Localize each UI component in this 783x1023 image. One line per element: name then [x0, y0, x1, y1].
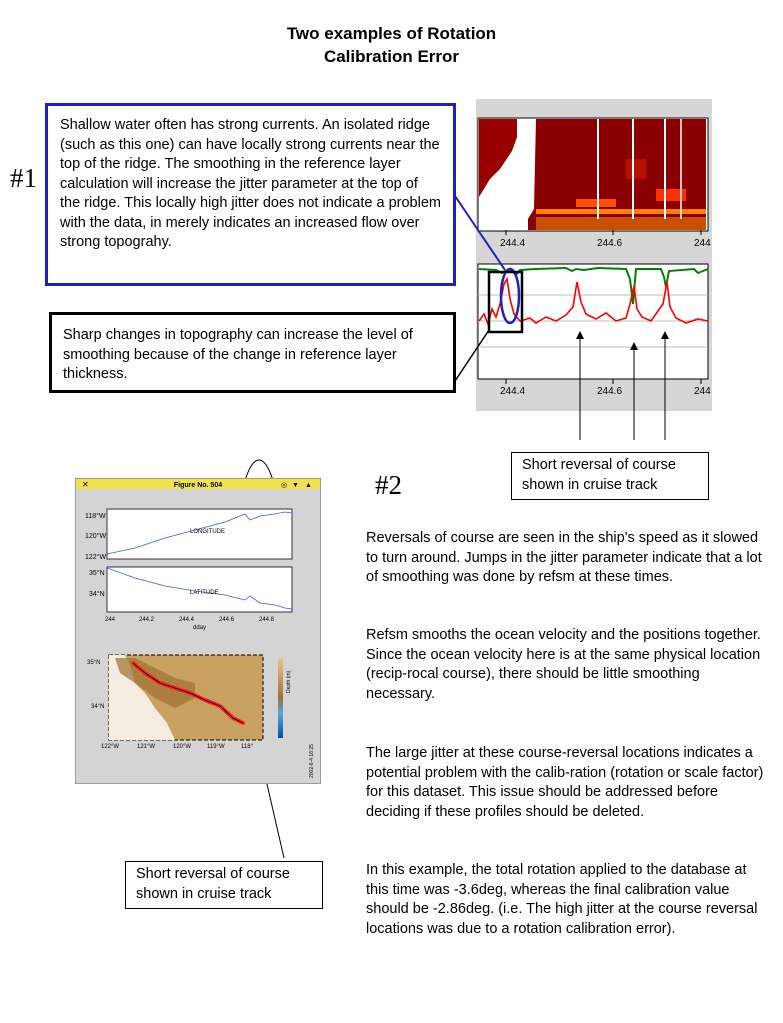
reversal-caption-2: Short reversal of course shown in cruise track	[125, 861, 323, 909]
xtick-1: 244	[105, 617, 116, 623]
paragraph-refsm: Refsm smooths the ocean velocity and the positions together. Since the ocean velocity here is at the same physical location (recip-rocal course), there should be little smoothing necessary.	[366, 627, 761, 702]
map-lat-label-1: 35°N	[87, 660, 101, 666]
figure-window	[75, 478, 321, 784]
title-line-2: Calibration Error	[323, 47, 460, 66]
box1-connector	[455, 196, 505, 270]
lon-label-2: 120°W	[85, 533, 107, 540]
lat-label-1: 35°N	[89, 570, 105, 577]
paragraph-reversals: Reversals of course are seen in the ship's speed as it slowed to turn around. Jumps in the jitter parameter indicate that a lot of smoothing was done by refsm at these times.	[366, 530, 762, 585]
window-minimize-icon[interactable]: ◎	[281, 482, 288, 489]
lower-tick-2: 244.6	[597, 386, 623, 397]
xtick-4: 244.6	[219, 617, 235, 623]
xtick-5: 244.8	[259, 617, 275, 623]
xtick-2: 244.2	[139, 617, 155, 623]
window-maximize-icon[interactable]: ▲	[305, 482, 312, 489]
lon-label-3: 122°W	[85, 554, 107, 561]
window-menu-icon[interactable]: ▼	[292, 482, 299, 489]
example-2-marker: #2	[375, 470, 402, 500]
ridge-explanation-box: Shallow water often has strong currents. An isolated ridge (such as this one) can have locally strong currents near the top of the ridge. The smoothing in the reference layer calculation will increase the jitter parameter at the top of the ridge. This locally high jitter does not indicate a problem with the data, in merely indicates an increased flow over strong topograhy.	[45, 103, 456, 286]
reversal-caption-1: Short reversal of course shown in cruise track	[511, 452, 709, 500]
topography-explanation-box: Sharp changes in topography can increase the level of smoothing because of the change in reference layer thickness.	[49, 312, 456, 393]
colorbar-label: Depth (m)	[286, 670, 292, 693]
map-lon-label-3: 120°W	[173, 744, 192, 750]
map-lon-label-2: 121°W	[137, 744, 156, 750]
figure-timestamp: 2002-6-4 18:25	[309, 744, 315, 778]
window-close-icon[interactable]: ✕	[82, 480, 89, 489]
xtick-3: 244.4	[179, 617, 195, 623]
map-lon-label-5: 118°	[241, 744, 253, 750]
map-lon-label-1: 122°W	[101, 744, 120, 750]
box2-connector	[455, 330, 489, 381]
map-lon-label-4: 119°W	[207, 744, 225, 750]
upper-tick-2: 244.6	[597, 238, 623, 249]
window-title: Figure No. 504	[173, 482, 223, 489]
paragraph-jitter: The large jitter at these course-reversal locations indicates a potential problem with the calib-ration (rotation or scale factor) for this dataset. This issue should be addressed before deciding if these profiles should be deleted.	[366, 745, 764, 820]
lat-label-2: 34°N	[89, 591, 105, 598]
map-lat-label-2: 34°N	[91, 704, 105, 710]
example-1-marker: #1	[10, 163, 37, 193]
lon-label-1: 118°W	[85, 513, 106, 520]
upper-tick-1: 244.4	[500, 238, 526, 249]
title-line-1: Two examples of Rotation	[286, 24, 497, 43]
lower-tick-3: 244	[694, 386, 711, 397]
xaxis-label: dday	[193, 625, 207, 631]
upper-tick-3: 244	[694, 238, 711, 249]
longitude-series-label: LONGITUDE	[190, 529, 226, 535]
latitude-series-label: LATITUDE	[190, 590, 219, 596]
ridge-highlight-ellipse	[501, 269, 519, 323]
paragraph-rotation: In this example, the total rotation applied to the database at this time was -3.6deg, whereas the final calibration value should be -2.86deg. (i.e. The high jitter at the course reversal locations was due to a rotation calibration error).	[366, 862, 758, 937]
lower-tick-1: 244.4	[500, 386, 526, 397]
